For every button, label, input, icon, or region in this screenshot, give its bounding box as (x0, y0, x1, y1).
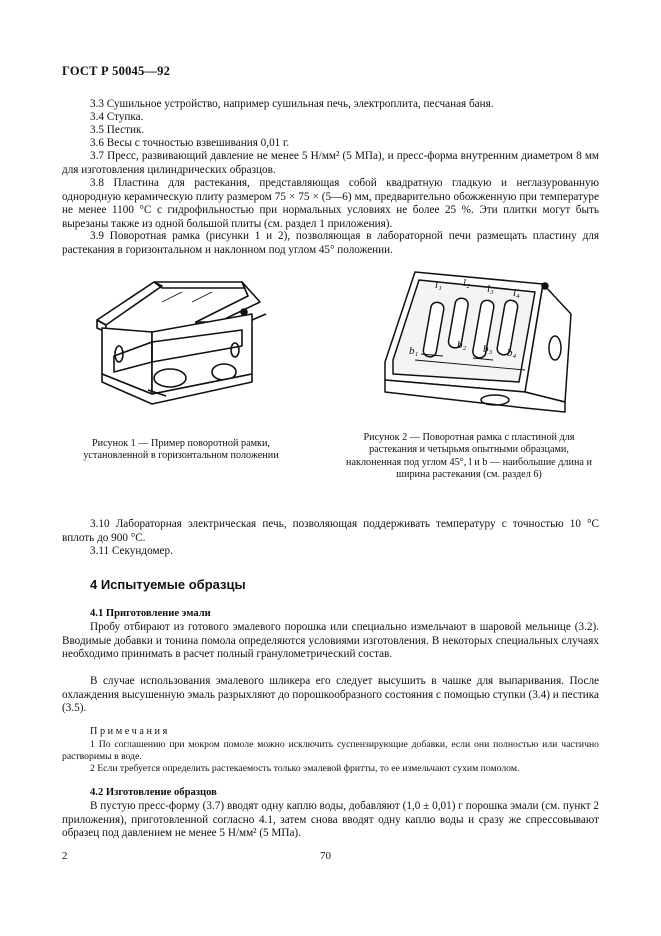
notes-heading: Примечания (90, 726, 170, 737)
figure-1-frame-drawing (92, 262, 282, 422)
subsection-4-1-title: 4.1 Приготовление эмали (90, 608, 211, 619)
subsection-4-2-title: 4.2 Изготовление образцов (90, 787, 217, 798)
s41-paragraph-1: Пробу отбирают из готового эмалевого порошка или специально измельчают в шаровой мельнице (3.2). Вводимые добавки и тонина помола определяются условиями изготовления. В некоторых специальных случаях необходимо принимать в расчет полный гранулометрический состав. (62, 621, 599, 661)
item-3-7: 3.7 Пресс, развивающий давление не менее 5 Н/мм² (5 МПа), и пресс-форма внутренним диаметром 8 мм для изготовления цилиндрических образцов. (62, 150, 599, 176)
label-l1: l₁ (435, 279, 442, 291)
note-2: 2 Если требуется определить растекаемость только эмалевой фритты, то ее измельчают сухим помолом. (90, 763, 520, 774)
figure-2-caption: Рисунок 2 — Поворотная рамка с пластиной для растекания и четырьмя опытными образцами, наклоненная под углом 45°, l и b — наибольшие длина и ширина растекания (см. раздел 6) (346, 432, 592, 481)
section-4-title: 4 Испытуемые образцы (90, 577, 246, 592)
item-3-10: 3.10 Лабораторная электрическая печь, позволяющая поддерживать температуру с точностью 10 °С вплоть до 900 °С. (62, 518, 600, 544)
label-b3: b₃ (483, 343, 493, 355)
label-b1: b₁ (409, 345, 419, 357)
item-3-8: 3.8 Пластина для растекания, представляющая собой квадратную гладкую и неглазурованную однородную керамическую плиту размером 75 × 75 × (5—6) мм, предварительно обожженную при температуре не менее 1100 °С с гидрофильностью при нормальных условиях не более 25 %. Эти плитки могут быть вырезаны также из одной большой плиты (см. раздел 1 приложения). (62, 177, 599, 230)
label-l2: l₂ (463, 277, 470, 289)
figure-1-caption: Рисунок 1 — Пример поворотной рамки, установленной в горизонтальном положении (83, 438, 279, 462)
label-b2: b₂ (457, 339, 467, 351)
note-1: 1 По соглашению при мокром помоле можно исключить суспензирующие добавки, если они полностью или частично растворимы в воде. (62, 739, 599, 762)
s41-paragraph-2: В случае использования эмалевого шликера его следует высушить в чашке для выпаривания. После охлаждения высушенную эмаль разрыхляют до порошкообразного состояния с помощью ступки (3.4) и пестика (3.5). (62, 675, 600, 715)
item-3-11: 3.11 Секундомер. (90, 545, 173, 557)
s42-paragraph: В пустую пресс-форму (3.7) вводят одну каплю воды, добавляют (1,0 ± 0,01) г порошка эмали (см. пункт 2 приложения), приготовленной согласно 4.1, затем снова вводят одну каплю воды и сразу же спрессовывают образец под давлением не менее 5 Н/мм² (5 МПа). (62, 800, 600, 840)
label-b4: b₄ (507, 347, 517, 359)
figure-2-tilted-plate-drawing (375, 262, 585, 422)
item-3-3: 3.3 Сушильное устройство, например сушильная печь, электроплита, песчаная баня. (90, 98, 494, 110)
standard-header: ГОСТ Р 50045—92 (62, 64, 171, 78)
page-number-center: 70 (320, 850, 331, 862)
label-l4: l₄ (513, 287, 520, 299)
item-3-6: 3.6 Весы с точностью взвешивания 0,01 г. (90, 137, 290, 149)
label-l3: l₃ (487, 283, 494, 295)
item-3-4: 3.4 Ступка. (90, 111, 144, 123)
item-3-5: 3.5 Пестик. (90, 124, 145, 136)
page-number-left: 2 (62, 850, 68, 862)
item-3-9: 3.9 Поворотная рамка (рисунки 1 и 2), позволяющая в лабораторной печи размещать пластину для растекания в горизонтальном и наклонном под углом 45° положении. (62, 230, 600, 256)
